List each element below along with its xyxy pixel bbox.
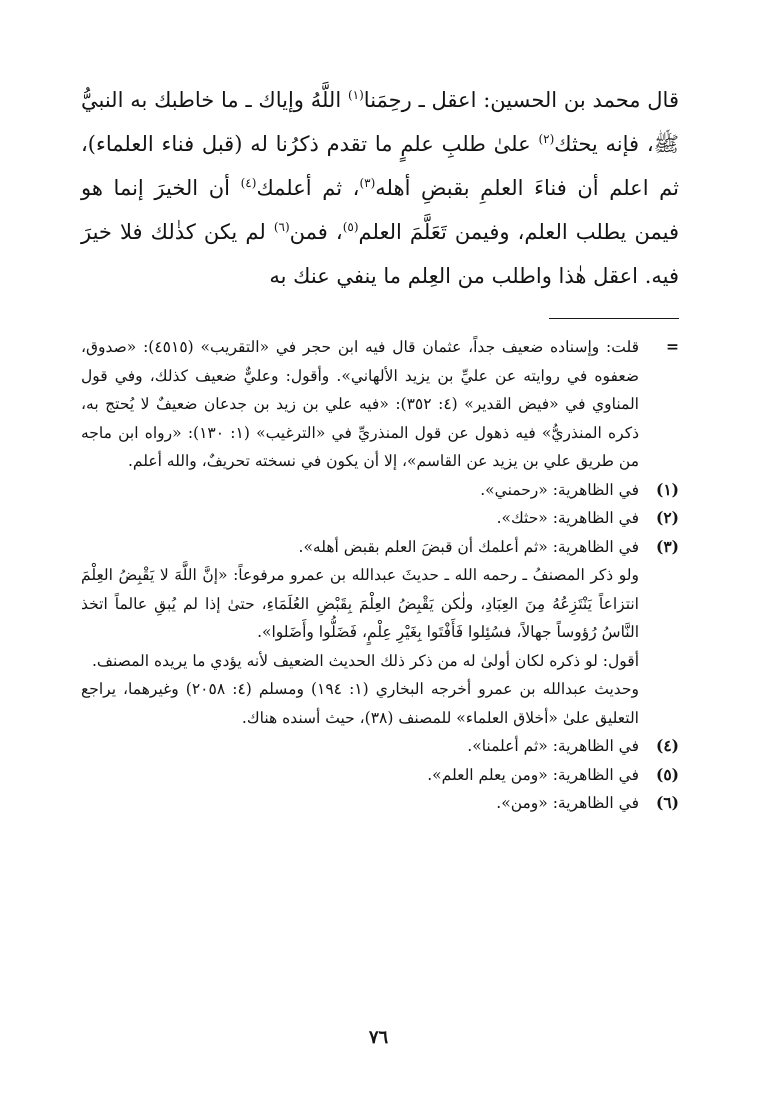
- footnote-number: (١): [655, 479, 679, 499]
- main-text-block: [81, 78, 679, 298]
- footnote-number: (٣): [655, 536, 679, 556]
- footnote-6: [81, 789, 679, 818]
- footnote-number: (٦): [655, 793, 679, 812]
- main-paragraph: [81, 78, 679, 298]
- main-text-segment: علىٰ طلبِ علمٍ ما تقدم ذكرُنا له (قبل فناء العلماء)، ثم اعلم أن فناءَ العلمِ بقبضِ أهله: [81, 132, 679, 200]
- page-number: ٧٦: [368, 1027, 389, 1048]
- footnote-paragraph: في الظاهرية: «ومن يعلم العلم».: [427, 765, 639, 784]
- footnote-ref-3: (٣): [359, 176, 376, 190]
- footnote-body: [81, 789, 639, 818]
- footnote-number: (٤): [655, 736, 679, 755]
- footnote-divider: [549, 318, 679, 319]
- footnote-number: (٥): [655, 764, 679, 784]
- footnotes-section: [81, 333, 679, 818]
- footnote-paragraph: في الظاهرية: «حثك».: [496, 509, 639, 527]
- footnote-ref-5: (٥): [342, 220, 359, 234]
- footnote-paragraph: في الظاهرية: «رحمني».: [480, 480, 639, 499]
- footnote-body: [81, 476, 639, 505]
- footnote-continuation: [81, 333, 679, 476]
- footnote-paragraph: وحديث عبدالله بن عمرو أخرجه البخاري (١: ١٩٤) ومسلم (٤: ٢٠٥٨) وغيرهما، يراجع التعليق علىٰ «أخلاق العلماء» للمصنف (٣٨)، حيث أسنده هناك.: [81, 680, 639, 727]
- footnote-number: (٢): [655, 508, 679, 527]
- main-text-segment: أن الخيرَ إنما هو فيمن يطلب العلم، وفيمن تَعَلَّمَ العلم: [81, 176, 679, 244]
- footnote-4: [81, 732, 679, 761]
- footnote-paragraph: في الظاهرية: «ثم أعلمنا».: [467, 737, 639, 755]
- footnote-ref-6: (٦): [273, 220, 290, 234]
- footnote-1: [81, 476, 679, 505]
- footnote-2: [81, 504, 679, 533]
- footnote-ref-1: (١): [347, 88, 364, 102]
- continuation-marker: =: [666, 337, 679, 356]
- footnote-body: [81, 504, 639, 533]
- footnote-3: [81, 533, 679, 733]
- main-text-segment: قال محمد بن الحسين: اعقل ـ رحِمَنا: [363, 88, 679, 112]
- main-text-segment: لم يكن كذٰلك فلا خيرَ فيه. اعقل هٰذا واطلب من العِلم ما ينفي عنك به: [81, 220, 679, 288]
- footnote-ref-4: (٤): [240, 176, 257, 190]
- footnote-5: [81, 761, 679, 790]
- footnote-paragraph: في الظاهرية: «ثم أعلمك أن قبضَ العلم بقبض أهله».: [298, 537, 639, 556]
- main-text-segment: ، ثم أعلمك: [256, 176, 360, 200]
- footnote-body: [81, 761, 639, 790]
- main-text-segment: اللَّهُ وإياك ـ ما خاطبك به النبيُّ ﷺ، فإنه يحثك: [81, 88, 679, 156]
- footnote-paragraph: قلت: وإسناده ضعيف جداً، عثمان قال فيه ابن حجر في «التقريب» (٤٥١٥): «صدوق، ضعفوه في روايته عن عليِّ بن يزيد الألهاني». وأقول: وعليٌّ ضعيف كذلك، وفي قول المناوي في «فيض القدير» (٤: ٣٥٢): «فيه علي بن زيد بن جدعان ضعيفٌ لا يُحتج به، ذكره المنذريُّ» فيه ذهول عن قول المنذريِّ في «الترغيب» (١: ١٣٠): «رواه ابن ماجه من طريق علي بن يزيد عن القاسم»، إلا أن يكون في نسخته تحريفٌ، والله أعلم.: [81, 338, 639, 470]
- main-text-segment: ، فمن: [289, 220, 343, 244]
- footnote-body: [81, 533, 639, 733]
- footnote-paragraph: ولو ذكر المصنفُ ـ رحمه الله ـ حديثَ عبدالله بن عمرو مرفوعاً: «إنَّ اللَّهَ لا يَقْبِضُ العِلْمَ انتزاعاً يَنْتَزِعُهُ مِنَ العِبَادِ، ولٰكن يَقْبِضُ العِلْمَ بِقَبْضِ العُلَمَاءِ، حتىٰ إذا لم يُبقِ عالماً اتخذ النَّاسُ رُؤوساً جهالاً، فسُئِلوا فَأَفْتَوا بِغَيْرِ عِلْمٍ، فَضَلُّوا وأَضَلوا».: [81, 566, 639, 641]
- footnote-body: [81, 333, 639, 476]
- footnote-paragraph: أقول: لو ذكره لكان أولىٰ له من ذكر ذلك الحديث الضعيف لأنه يؤدي ما يريده المصنف.: [91, 651, 639, 670]
- footnote-body: [81, 732, 639, 761]
- footnote-ref-2: (٢): [538, 132, 555, 146]
- footnote-paragraph: في الظاهرية: «ومن».: [496, 794, 639, 812]
